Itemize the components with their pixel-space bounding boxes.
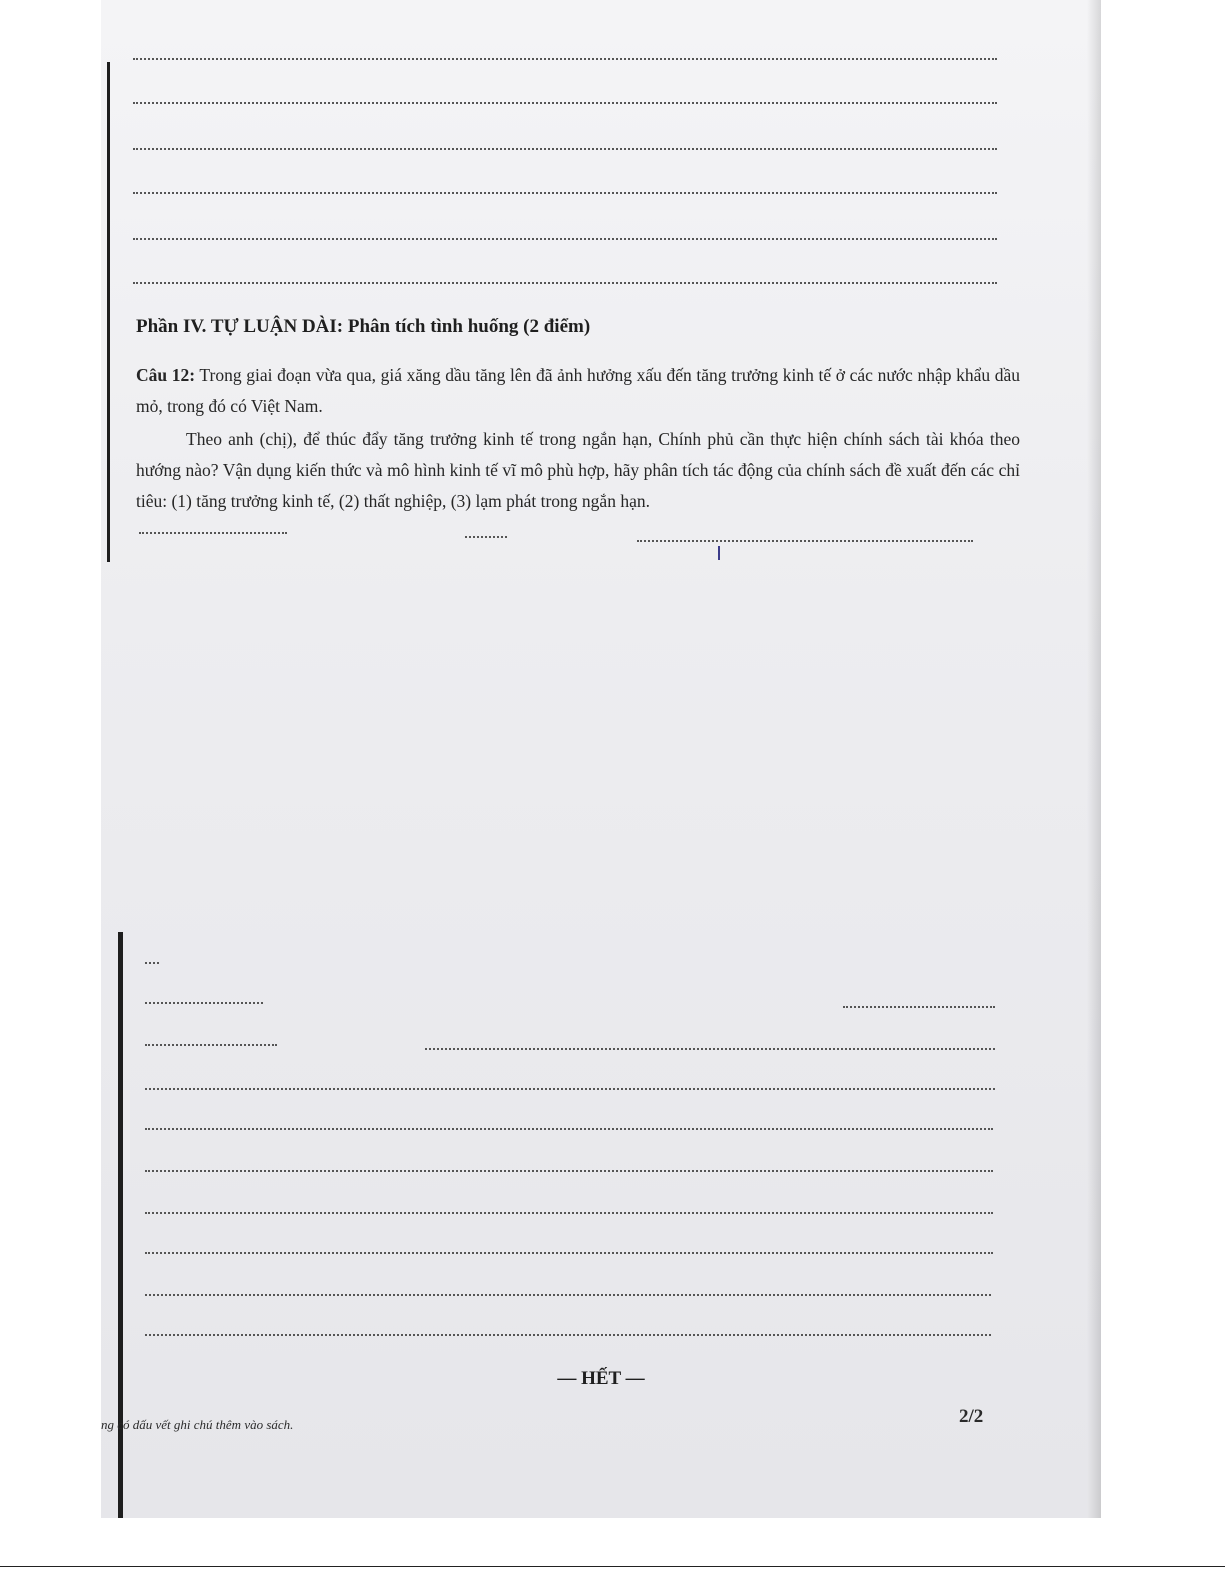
answer-line	[145, 1334, 991, 1336]
answer-line	[145, 1294, 991, 1296]
answer-line-partial	[465, 536, 507, 538]
exam-page	[101, 0, 1101, 1518]
answer-line	[133, 282, 997, 284]
bottom-rule	[0, 1566, 1225, 1567]
answer-line-partial	[425, 1048, 995, 1050]
end-marker: — HẾT —	[557, 1368, 645, 1389]
question-text-2: Theo anh (chị), để thúc đẩy tăng trưởng kinh tế trong ngắn hạn, Chính phủ cần thực hiện chính sách tài khóa theo hướng nào? Vận dụng kiến thức và mô hình kinh tế vĩ mô phù hợp, hãy phân tích tác động của chính sách đề xuất đến các chỉ tiêu: (1) tăng trưởng kinh tế, (2) thất nghiệp, (3) lạm phát trong ngắn hạn.	[136, 429, 1020, 511]
answer-line	[145, 1128, 993, 1130]
question-label: Câu 12:	[136, 365, 196, 385]
footer-note: ng có dấu vết ghi chú thêm vào sách.	[101, 1417, 294, 1432]
answer-line	[133, 148, 997, 150]
answer-line-partial	[139, 532, 287, 534]
left-margin-bar-top	[107, 62, 110, 562]
answer-line	[133, 192, 997, 194]
answer-line-partial	[145, 962, 159, 964]
answer-line	[133, 238, 997, 240]
answer-line	[145, 1252, 993, 1254]
answer-line	[145, 1088, 995, 1090]
answer-line-partial	[843, 1006, 995, 1008]
answer-line-partial	[145, 1002, 263, 1004]
answer-line	[145, 1170, 993, 1172]
question-12-intro	[136, 360, 1020, 422]
section-title: Phần IV. TỰ LUẬN DÀI: Phân tích tình huống (2 điểm)	[136, 316, 591, 337]
pen-mark	[718, 546, 720, 560]
page-edge-shadow	[1087, 0, 1101, 1518]
page-number: 2/2	[959, 1406, 984, 1427]
answer-line	[133, 102, 997, 104]
answer-line-partial	[145, 1044, 277, 1046]
question-text-1: Trong giai đoạn vừa qua, giá xăng dầu tăng lên đã ảnh hưởng xấu đến tăng trưởng kinh tế ở các nước nhập khẩu dầu mỏ, trong đó có Việt Nam.	[136, 365, 1021, 416]
answer-line	[133, 58, 997, 60]
answer-line-partial	[637, 540, 973, 542]
question-12-body	[136, 424, 1020, 517]
answer-line	[145, 1212, 993, 1214]
